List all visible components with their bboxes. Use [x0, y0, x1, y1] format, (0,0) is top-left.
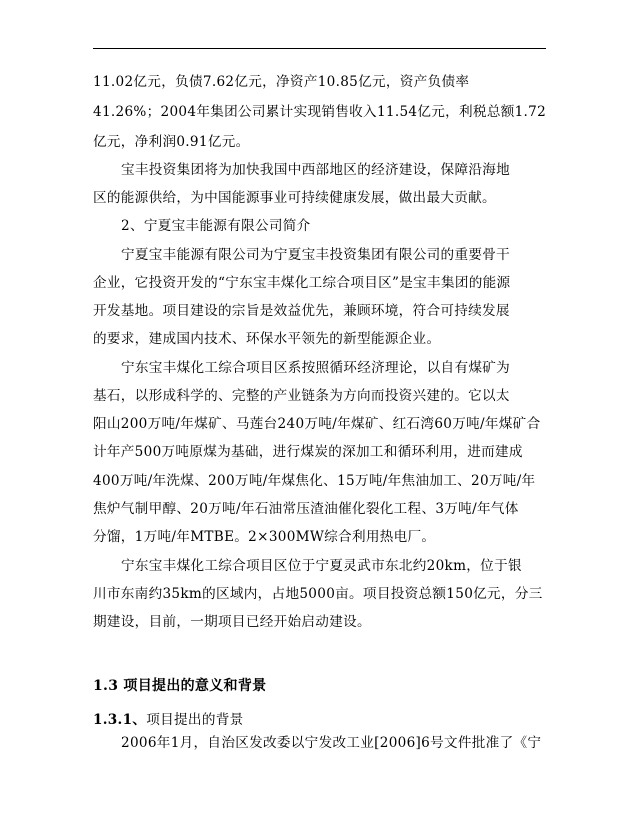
body-line: 400万吨/年洗煤、200万吨/年煤焦化、15万吨/年焦油加工、20万吨/年 — [93, 473, 536, 489]
body-line: 阳山200万吨/年煤矿、马莲台240万吨/年煤矿、红石湾60万吨/年煤矿合 — [93, 416, 541, 432]
body-line: 川市东南约35km的区域内，占地5000亩。项目投资总额150亿元，分三 — [93, 586, 543, 602]
body-line: 41.26%；2004年集团公司累计实现销售收入11.54亿元，利税总额1.72 — [93, 104, 547, 120]
body-line: 基石，以形成科学的、完整的产业链条为方向而投资兴建的。它以太 — [93, 388, 510, 404]
body-line: 企业，它投资开发的“宁东宝丰煤化工综合项目区”是宝丰集团的能源 — [93, 275, 511, 291]
body-line: 亿元，净利润0.91亿元。 — [93, 134, 250, 150]
body-line: 宁东宝丰煤化工综合项目区位于宁夏灵武市东北约20km，位于银 — [121, 558, 522, 574]
section-heading: 1.3 项目提出的意义和背景 — [93, 678, 267, 694]
body-line: 的要求，建成国内技术、环保水平领先的新型能源企业。 — [93, 331, 441, 347]
subsection-number: 1.3.1、 — [93, 712, 147, 728]
body-line: 期建设，目前，一期项目已经开始启动建设。 — [93, 614, 371, 630]
body-line: 区的能源供给，为中国能源事业可持续健康发展，做出最大贡献。 — [93, 190, 496, 206]
body-line: 分馏，1万吨/年MTBE。2×300MW综合利用热电厂。 — [93, 529, 436, 545]
body-line: 宁夏宝丰能源有限公司为宁夏宝丰投资集团有限公司的重要骨干 — [121, 247, 511, 263]
body-line: 焦炉气制甲醇、20万吨/年石油常压渣油催化裂化工程、3万吨/年气体 — [93, 501, 519, 517]
subsection-title: 项目提出的背景 — [146, 712, 244, 728]
body-line: 计年产500万吨原煤为基础，进行煤炭的深加工和循环利用，进而建成 — [93, 444, 523, 460]
subheading-2: 2、宁夏宝丰能源有限公司简介 — [121, 218, 311, 234]
body-line: 宁东宝丰煤化工综合项目区系按照循环经济理论，以自有煤矿为 — [121, 360, 511, 376]
subsection-heading — [93, 710, 244, 730]
body-line: 开发基地。项目建设的宗旨是效益优先，兼顾环境，符合可持续发展 — [93, 303, 510, 319]
header-rule — [93, 48, 546, 49]
body-line: 2006年1月，自治区发改委以宁发改工业[2006]6号文件批准了《宁 — [121, 735, 542, 751]
body-line: 宝丰投资集团将为加快我国中西部地区的经济建设，保障沿海地 — [121, 162, 511, 178]
body-line: 11.02亿元，负债7.62亿元，净资产10.85亿元，资产负债率 — [93, 74, 470, 90]
